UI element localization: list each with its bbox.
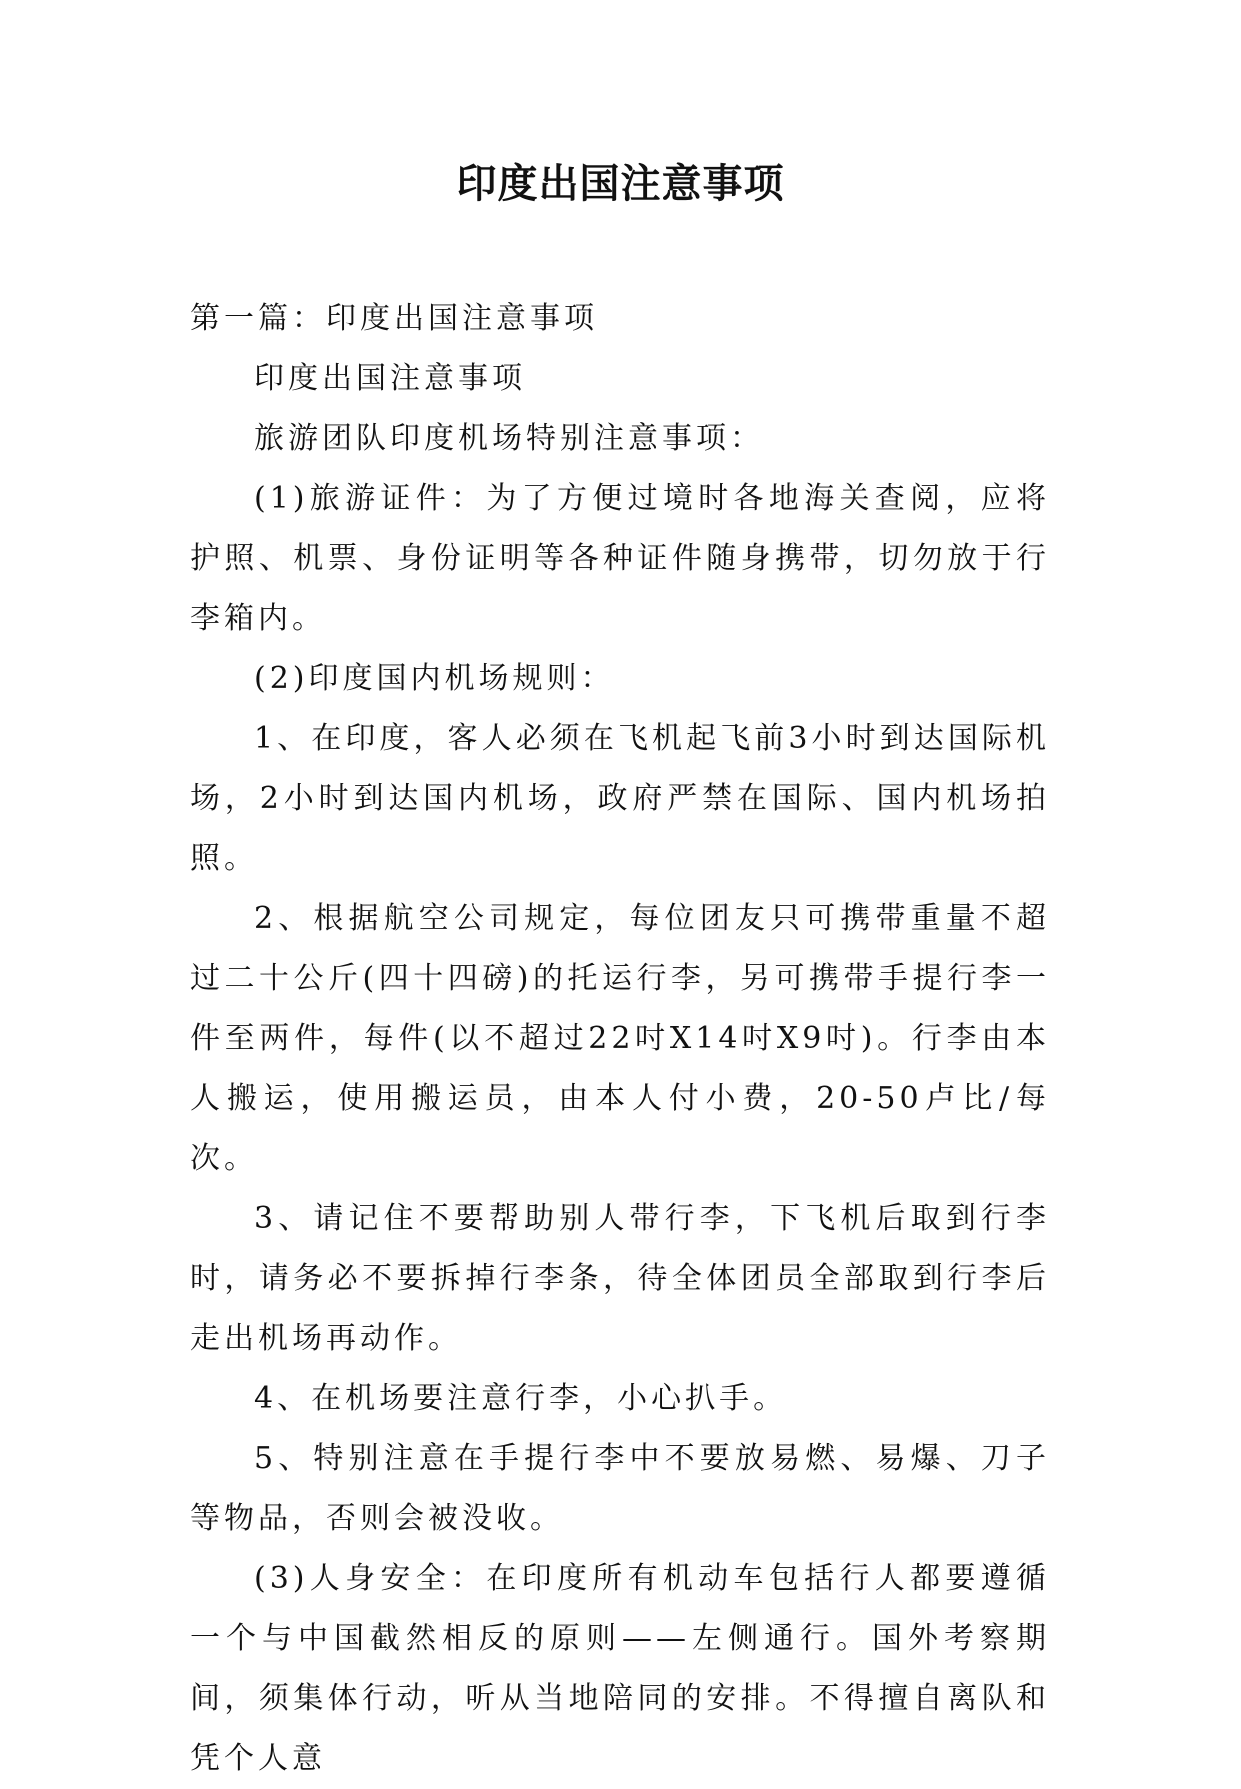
document-body (190, 289, 1050, 1789)
paragraph-airport-rules-heading: (2)印度国内机场规则： (254, 661, 615, 696)
paragraph-personal-safety: (3)人身安全：在印度所有机动车包括行人都要遵循一个与中国截然相反的原则——左侧通行。国外考察期间，须集体行动，听从当地陪同的安排。不得擅自离队和凭个人意 (190, 1561, 1050, 1776)
paragraph-rule-1: 1、在印度，客人必须在飞机起飞前3小时到达国际机场，2小时到达国内机场，政府严禁在国际、国内机场拍照。 (190, 721, 1050, 876)
paragraph-rule-5: 5、特别注意在手提行李中不要放易燃、易爆、刀子等物品，否则会被没收。 (190, 1441, 1050, 1536)
paragraph-rule-4: 4、在机场要注意行李，小心扒手。 (254, 1381, 788, 1416)
paragraph-article-heading: 第一篇：印度出国注意事项 (190, 301, 598, 336)
paragraph-rule-3: 3、请记住不要帮助别人带行李，下飞机后取到行李时，请务必不要拆掉行李条，待全体团员全部取到行李后走出机场再动作。 (190, 1201, 1050, 1356)
paragraph-subtitle: 印度出国注意事项 (254, 361, 526, 396)
paragraph-rule-2: 2、根据航空公司规定，每位团友只可携带重量不超过二十公斤(四十四磅)的托运行李，另可携带手提行李一件至两件，每件(以不超过22吋X14吋X9吋)。行李由本人搬运，使用搬运员，由本人付小费，20-50卢比/每次。 (190, 901, 1050, 1176)
document-title: 印度出国注意事项 (456, 161, 785, 207)
paragraph-travel-documents: (1)旅游证件：为了方便过境时各地海关查阅，应将护照、机票、身份证明等各种证件随身携带，切勿放于行李箱内。 (190, 481, 1050, 636)
paragraph-section-heading: 旅游团队印度机场特别注意事项： (254, 421, 764, 456)
